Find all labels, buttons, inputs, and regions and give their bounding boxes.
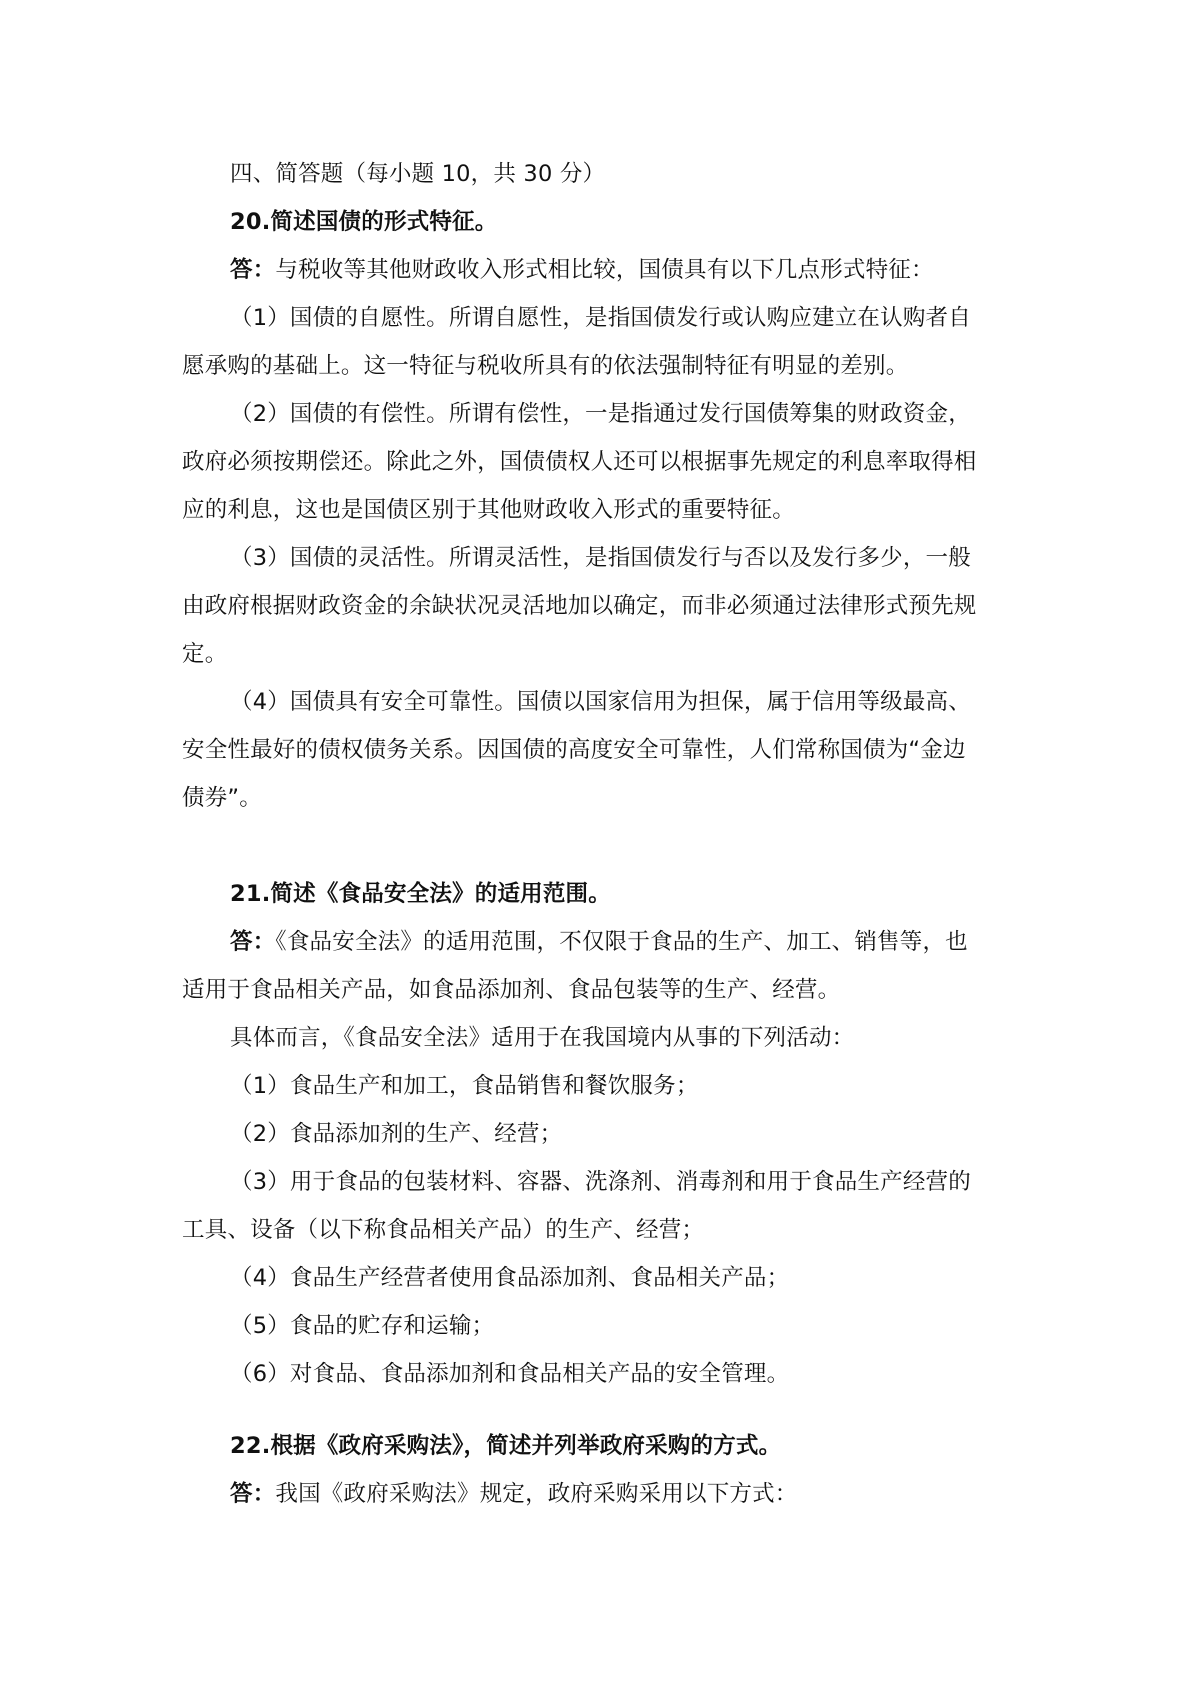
- q21-item-3-line-2: 工具、设备（以下称食品相关产品）的生产、经营；: [182, 1217, 705, 1243]
- q20-point-3-line-3: 定。: [182, 641, 228, 667]
- q20-point-2-line-2: 政府必须按期偿还。除此之外，国债债权人还可以根据事先规定的利息率取得相: [182, 449, 977, 475]
- q20-point-4-line-3: 债券”。: [182, 785, 262, 811]
- answer-label: 答：: [230, 1481, 276, 1507]
- q20-point-4-line-2: 安全性最好的债权债务关系。因国债的高度安全可靠性，人们常称国债为“金边: [182, 737, 966, 763]
- q20-point-2-line-3: 应的利息，这也是国债区别于其他财政收入形式的重要特征。: [182, 497, 795, 523]
- spacer: [182, 1398, 1020, 1422]
- q20-point-1-line-1: （1）国债的自愿性。所谓自愿性，是指国债发行或认购应建立在认购者自: [230, 305, 971, 331]
- question-22-title: 22.根据《政府采购法》，简述并列举政府采购的方式。: [230, 1433, 782, 1459]
- answer-label: 答：: [230, 257, 276, 283]
- q20-point-3-line-1: （3）国债的灵活性。所谓灵活性，是指国债发行与否以及发行多少，一般: [230, 545, 971, 571]
- spacer: [182, 822, 1020, 870]
- q21-item-5: （5）食品的贮存和运输；: [230, 1313, 495, 1339]
- q21-item-2: （2）食品添加剂的生产、经营；: [230, 1121, 563, 1147]
- q21-item-1: （1）食品生产和加工，食品销售和餐饮服务；: [230, 1073, 699, 1099]
- q21-specific-intro: 具体而言，《食品安全法》适用于在我国境内从事的下列活动：: [230, 1025, 855, 1051]
- q20-point-4-line-1: （4）国债具有安全可靠性。国债以国家信用为担保，属于信用等级最高、: [230, 689, 971, 715]
- q20-point-1-line-2: 愿承购的基础上。这一特征与税收所具有的依法强制特征有明显的差别。: [182, 353, 909, 379]
- document-body: [182, 150, 1020, 1518]
- answer-label: 答：: [230, 929, 276, 955]
- q20-point-3-line-2: 由政府根据财政资金的余缺状况灵活地加以确定，而非必须通过法律形式预先规: [182, 593, 977, 619]
- question-22-answer-intro: [182, 1470, 1020, 1518]
- question-21-answer-line-1: [182, 918, 1020, 966]
- q21-item-4: （4）食品生产经营者使用食品添加剂、食品相关产品；: [230, 1265, 790, 1291]
- question-20-answer-intro: [182, 246, 1020, 294]
- question-21-answer-line-2: 适用于食品相关产品，如食品添加剂、食品包装等的生产、经营。: [182, 977, 841, 1003]
- question-20-title: 20.简述国债的形式特征。: [230, 209, 498, 235]
- q20-point-2-line-1: （2）国债的有偿性。所谓有偿性，一是指通过发行国债筹集的财政资金，: [230, 401, 971, 427]
- answer-text: 《食品安全法》的适用范围，不仅限于食品的生产、加工、销售等，也: [275, 929, 968, 955]
- q21-item-6: （6）对食品、食品添加剂和食品相关产品的安全管理。: [230, 1361, 790, 1387]
- section-heading: 四、简答题（每小题 10，共 30 分）: [230, 161, 606, 187]
- answer-intro-text: 与税收等其他财政收入形式相比较，国债具有以下几点形式特征：: [275, 257, 934, 283]
- q21-item-3-line-1: （3）用于食品的包装材料、容器、洗涤剂、消毒剂和用于食品生产经营的: [230, 1169, 971, 1195]
- question-21-title: 21.简述《食品安全法》的适用范围。: [230, 881, 611, 907]
- answer-intro-text: 我国《政府采购法》规定，政府采购采用以下方式：: [275, 1481, 798, 1507]
